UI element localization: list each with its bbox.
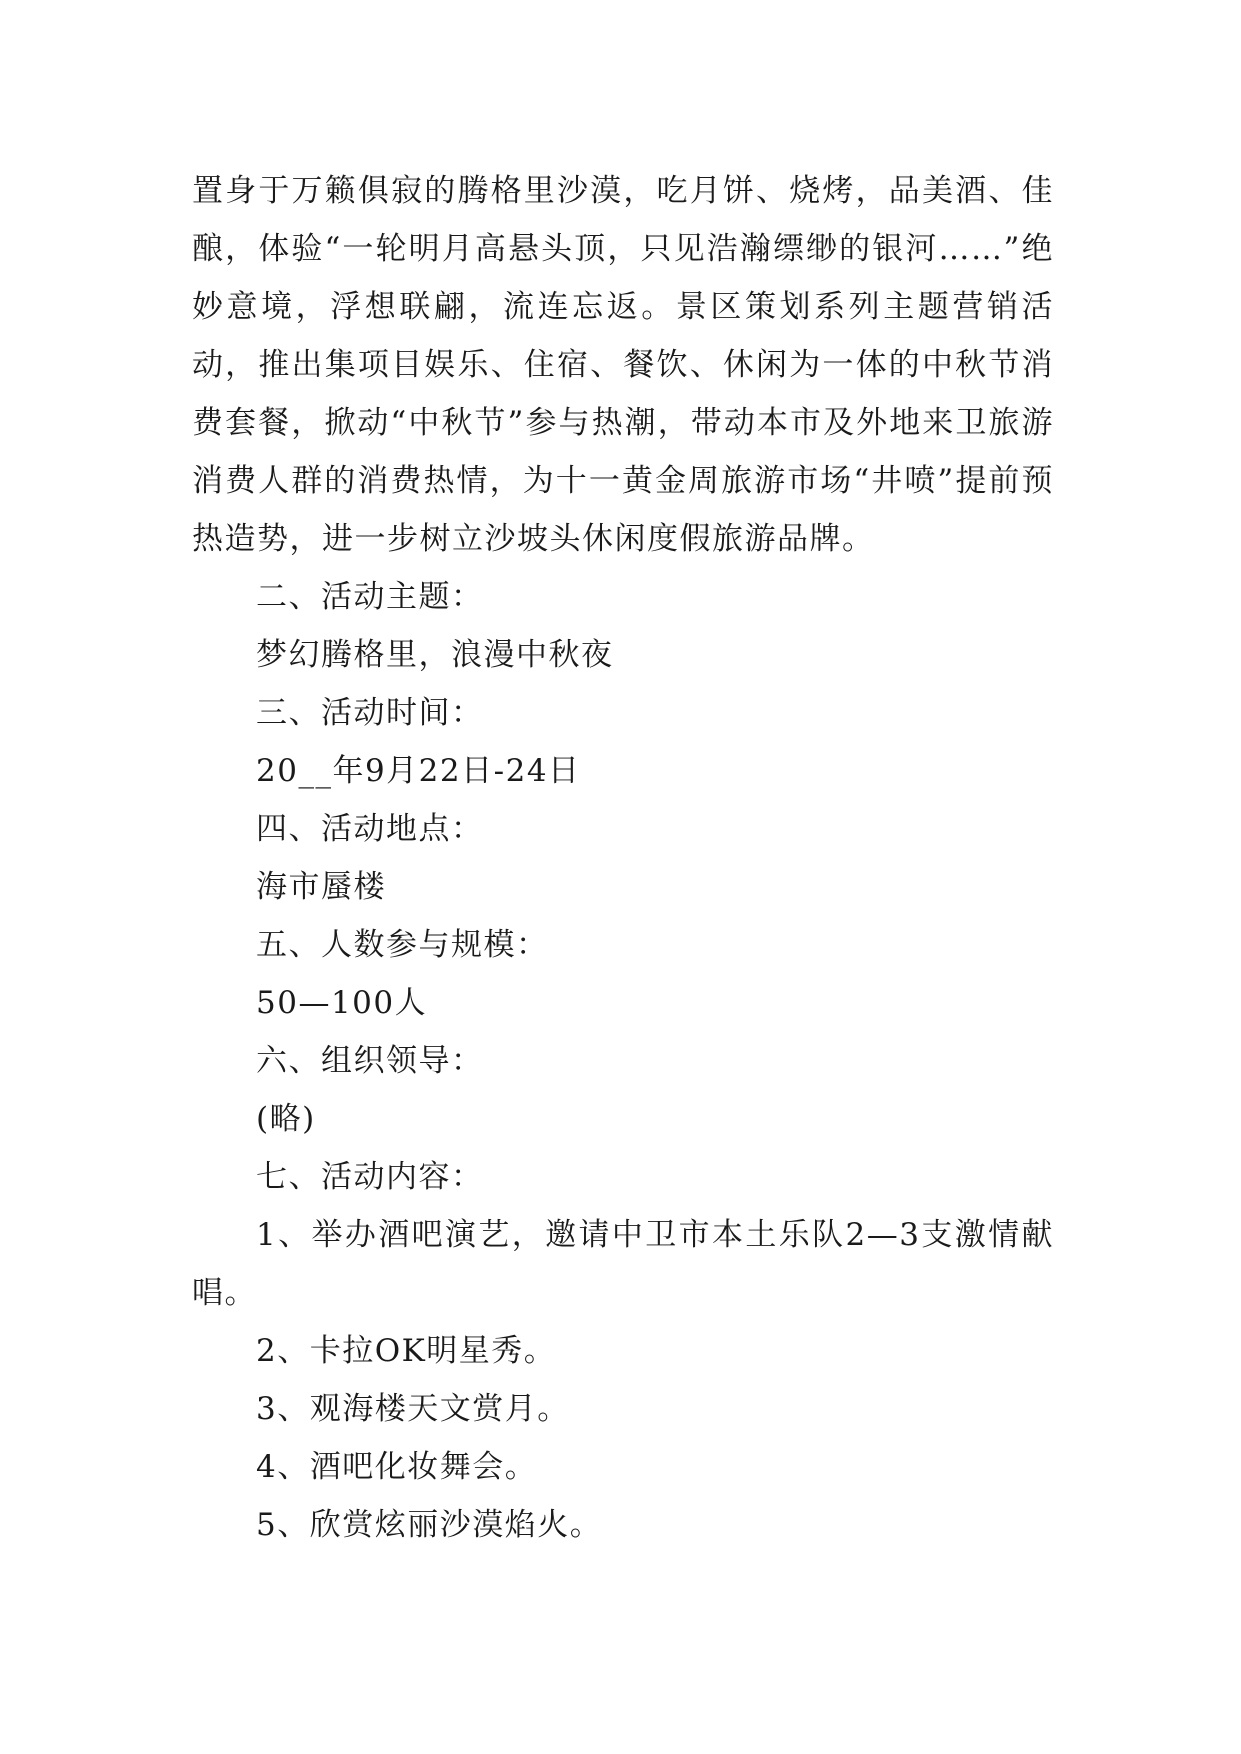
- document-page: [192, 162, 1054, 1554]
- content-item: 3、观海楼天文赏月。: [256, 1391, 570, 1427]
- section-heading-content: 七、活动内容：: [256, 1159, 484, 1195]
- content-item: 2、卡拉OK明星秀。: [256, 1333, 557, 1369]
- section-heading-scale: 五、人数参与规模：: [256, 927, 549, 963]
- section-heading-theme: 二、活动主题：: [256, 579, 484, 615]
- content-item: 1、举办酒吧演艺，邀请中卫市本土乐队2—3支激情献唱。: [192, 1217, 1054, 1311]
- location-text: 海市蜃楼: [256, 869, 386, 905]
- intro-paragraph: 置身于万籁俱寂的腾格里沙漠，吃月饼、烧烤，品美酒、佳酿，体验“一轮明月高悬头顶，只见浩瀚缥缈的银河……”绝妙意境，浮想联翩，流连忘返。景区策划系列主题营销活动，推出集项目娱乐、住宿、餐饮、休闲为一体的中秋节消费套餐，掀动“中秋节”参与热潮，带动本市及外地来卫旅游消费人群的消费热情，为十一黄金周旅游市场“井喷”提前预热造势，进一步树立沙坡头休闲度假旅游品牌。: [192, 173, 1054, 557]
- content-item: 4、酒吧化妆舞会。: [256, 1449, 538, 1485]
- section-heading-location: 四、活动地点：: [256, 811, 484, 847]
- content-item: 5、欣赏炫丽沙漠焰火。: [256, 1507, 603, 1543]
- leadership-text: (略): [256, 1101, 316, 1137]
- section-heading-time: 三、活动时间：: [256, 695, 484, 731]
- time-text: 20__年9月22日-24日: [256, 753, 581, 789]
- section-heading-leadership: 六、组织领导：: [256, 1043, 484, 1079]
- scale-text: 50—100人: [256, 985, 428, 1021]
- theme-text: 梦幻腾格里，浪漫中秋夜: [256, 637, 614, 673]
